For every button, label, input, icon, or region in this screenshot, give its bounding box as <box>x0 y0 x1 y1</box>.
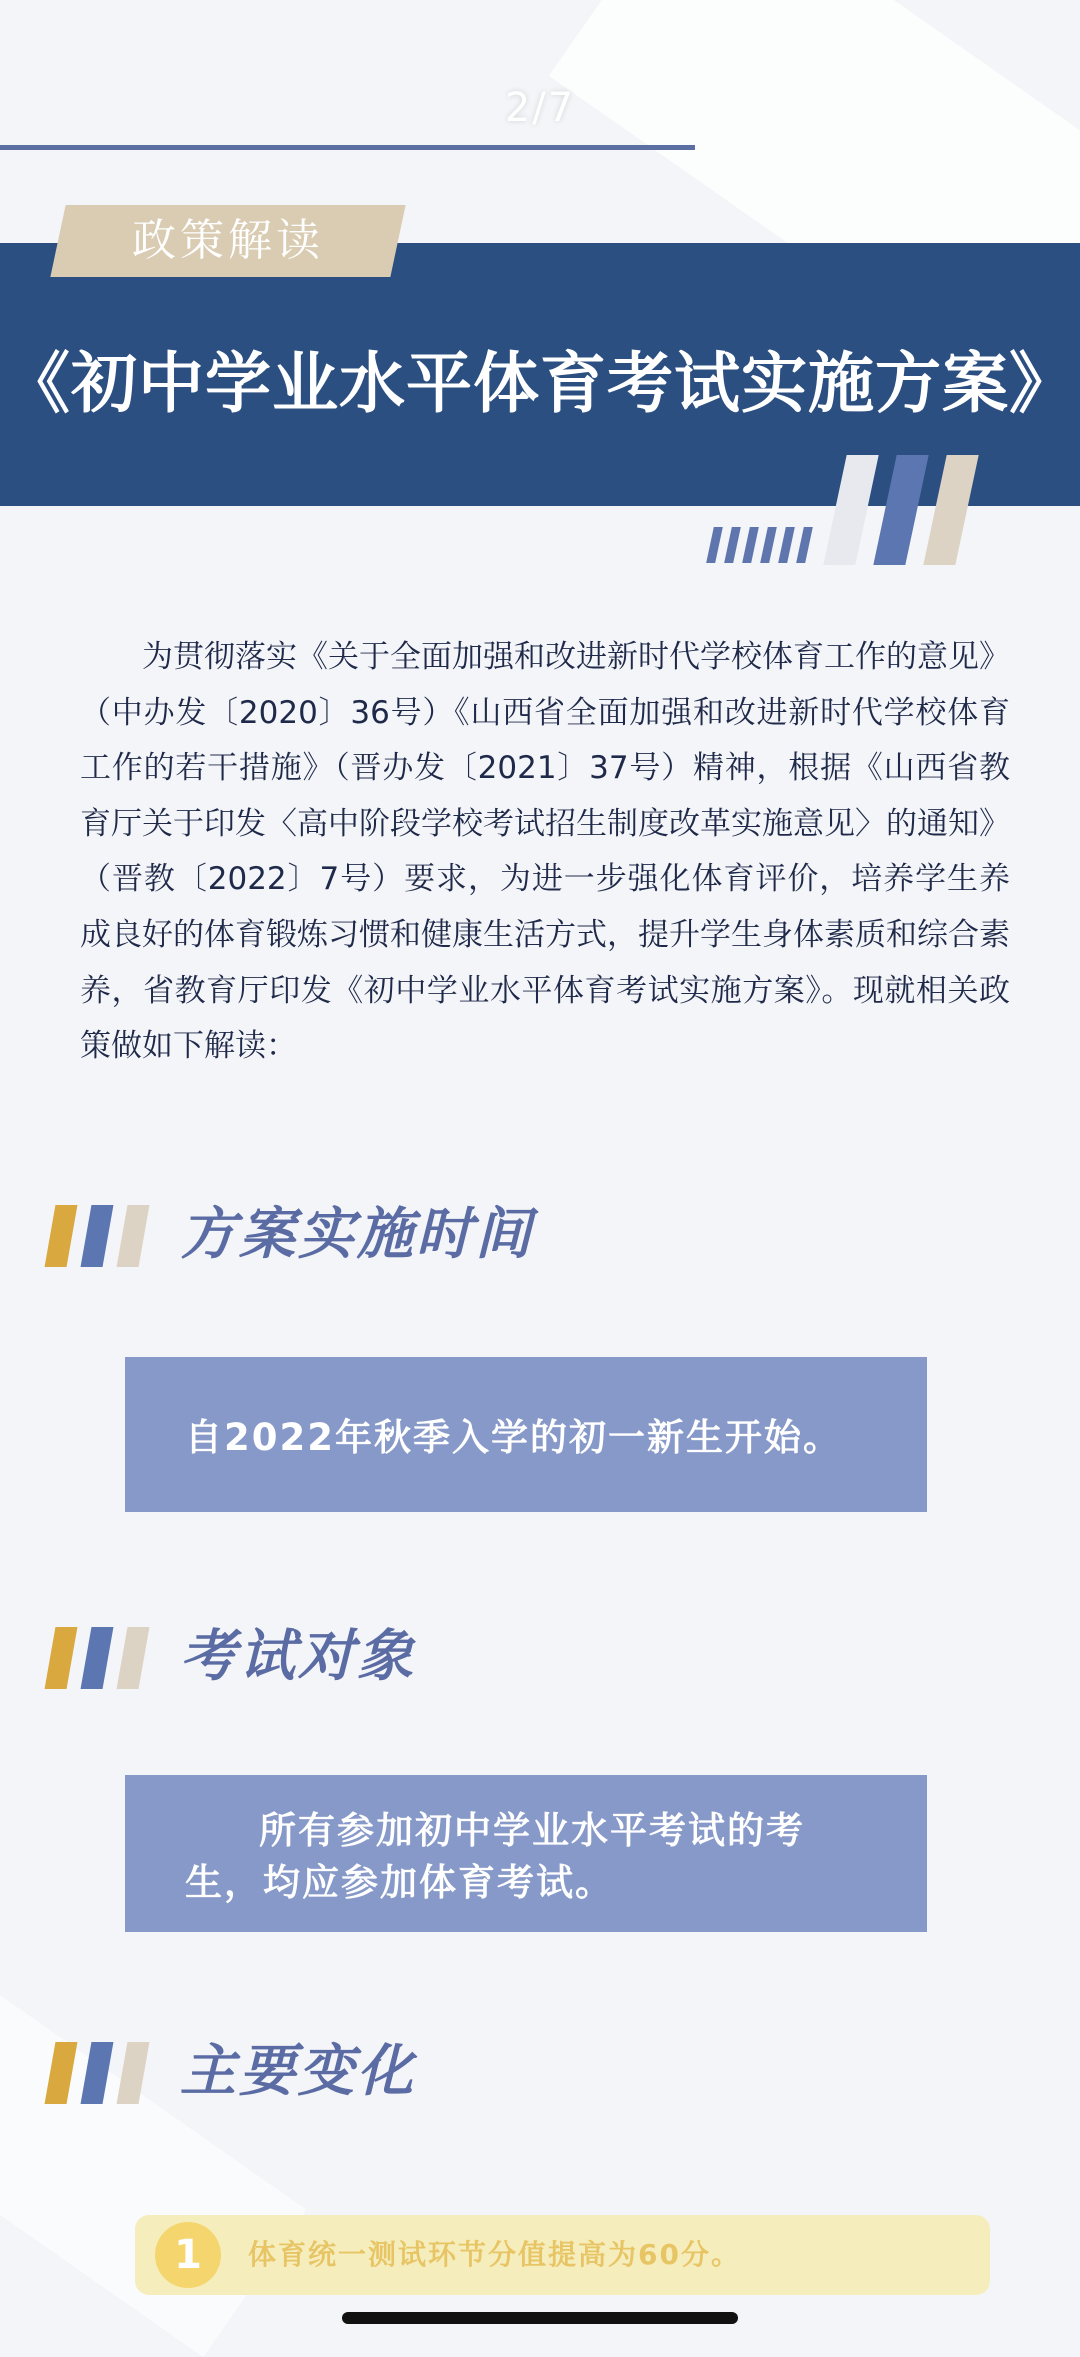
section-title: 主要变化 <box>180 2039 416 2104</box>
info-card-implementation-time <box>125 1357 927 1512</box>
header-divider-line <box>0 145 695 150</box>
page-indicator: 2/7 <box>504 85 576 131</box>
section-title: 方案实施时间 <box>180 1202 534 1267</box>
section-heading-main-changes <box>50 2032 950 2112</box>
home-indicator[interactable] <box>342 2312 738 2324</box>
section-heading-exam-target <box>50 1617 950 1697</box>
intro-paragraph <box>80 630 1010 1075</box>
page-title: 《初中学业水平体育考试实施方案》 <box>4 344 1076 422</box>
info-card-exam-target <box>125 1775 927 1932</box>
intro-text: 为贯彻落实《关于全面加强和改进新时代学校体育工作的意见》（中办发〔2020〕36号）《山西省全面加强和改进新时代学校体育工作的若干措施》（晋办发〔2021〕37号）精神，根据《山西省教育厅关于印发〈高中阶段学校考试招生制度改革实施意见〉的通知》（晋教〔2022〕7号）要求，为进一步强化体育评价，培养学生养成良好的体育锻炼习惯和健康生活方式，提升学生身体素质和综合素养，省教育厅印发《初中学业水平体育考试实施方案》。现就相关政策做如下解读： <box>80 639 1010 1065</box>
card-text: 自2022年秋季入学的初一新生开始。 <box>185 1416 842 1459</box>
category-tag: 政策解读 <box>132 215 324 266</box>
card-text: 所有参加初中学业水平考试的考生，均应参加体育考试。 <box>185 1809 805 1904</box>
change-item-number: 1 <box>155 2222 221 2288</box>
section-heading-implementation-time <box>50 1195 950 1275</box>
change-item-text: 体育统一测试环节分值提高为60分。 <box>248 2238 741 2271</box>
section-title: 考试对象 <box>180 1624 416 1689</box>
